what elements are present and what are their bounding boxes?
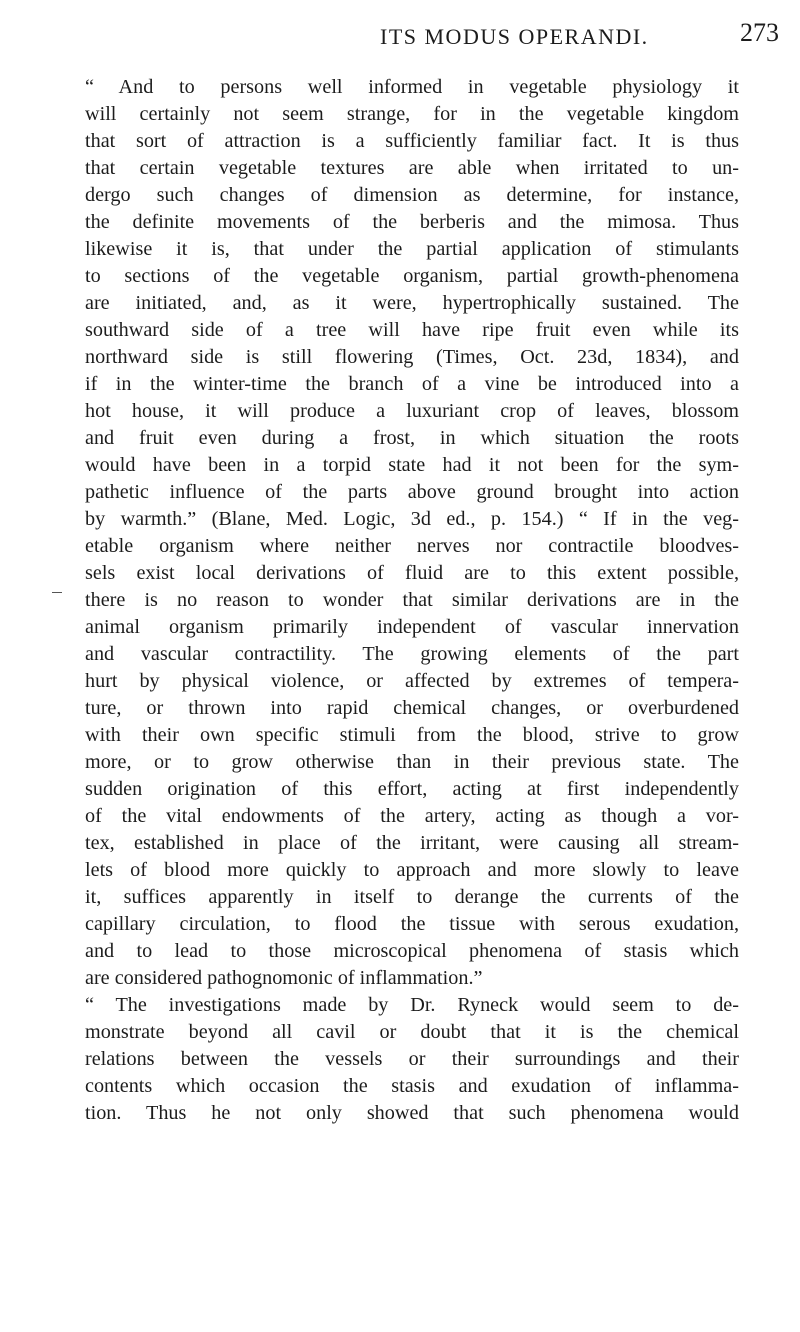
text-line: with their own specific stimuli from the blood, strive to grow xyxy=(85,724,739,746)
text-line: southward side of a tree will have ripe fruit even while its xyxy=(85,319,739,341)
text-line: that certain vegetable textures are able when irritated to un- xyxy=(85,157,739,179)
text-line: lets of blood more quickly to approach and more slowly to leave xyxy=(85,859,739,881)
text-line: animal organism primarily independent of vascular innervation xyxy=(85,616,739,638)
text-line: ture, or thrown into rapid chemical changes, or overburdened xyxy=(85,697,739,719)
text-line: and fruit even during a frost, in which situation the roots xyxy=(85,427,739,449)
text-line: “ The investigations made by Dr. Ryneck would seem to de- xyxy=(85,994,739,1016)
running-head: ITS MODUS OPERANDI. xyxy=(380,24,649,49)
page-number: 273 xyxy=(740,18,779,47)
text-line: are initiated, and, as it were, hypertrophically sustained. The xyxy=(85,292,739,314)
text-line: of the vital endowments of the artery, acting as though a vor- xyxy=(85,805,739,827)
text-line: sels exist local derivations of fluid are to this extent possible, xyxy=(85,562,739,584)
text-line: capillary circulation, to flood the tissue with serous exudation, xyxy=(85,913,739,935)
text-line: “ And to persons well informed in vegetable physiology it xyxy=(85,76,739,98)
text-line: tex, established in place of the irritant, were causing all stream- xyxy=(85,832,739,854)
text-line: to sections of the vegetable organism, partial growth-phenomena xyxy=(85,265,739,287)
text-line: are considered pathognomonic of inflammation.” xyxy=(85,967,483,989)
text-line: that sort of attraction is a sufficiently familiar fact. It is thus xyxy=(85,130,739,152)
text-line: there is no reason to wonder that similar derivations are in the xyxy=(85,589,739,611)
text-line: dergo such changes of dimension as determine, for instance, xyxy=(85,184,739,206)
text-line: will certainly not seem strange, for in the vegetable kingdom xyxy=(85,103,739,125)
text-line: contents which occasion the stasis and exudation of inflamma- xyxy=(85,1075,739,1097)
margin-mark xyxy=(52,592,62,593)
text-line: more, or to grow otherwise than in their previous state. The xyxy=(85,751,739,773)
text-line: etable organism where neither nerves nor contractile bloodves- xyxy=(85,535,739,557)
text-line: relations between the vessels or their surroundings and their xyxy=(85,1048,739,1070)
text-line: likewise it is, that under the partial application of stimulants xyxy=(85,238,739,260)
text-line: hot house, it will produce a luxuriant crop of leaves, blossom xyxy=(85,400,739,422)
text-line: and vascular contractility. The growing elements of the part xyxy=(85,643,739,665)
text-line: and to lead to those microscopical phenomena of stasis which xyxy=(85,940,739,962)
text-line: tion. Thus he not only showed that such phenomena would xyxy=(85,1102,739,1124)
text-line: northward side is still flowering (Times, Oct. 23d, 1834), and xyxy=(85,346,739,368)
text-line: pathetic influence of the parts above ground brought into action xyxy=(85,481,739,503)
text-line: the definite movements of the berberis and the mimosa. Thus xyxy=(85,211,739,233)
text-line: if in the winter-time the branch of a vine be introduced into a xyxy=(85,373,739,395)
text-line: monstrate beyond all cavil or doubt that it is the chemical xyxy=(85,1021,739,1043)
text-line: sudden origination of this effort, acting at first independently xyxy=(85,778,739,800)
text-line: would have been in a torpid state had it not been for the sym- xyxy=(85,454,739,476)
text-line: it, suffices apparently in itself to derange the currents of the xyxy=(85,886,739,908)
text-line: by warmth.” (Blane, Med. Logic, 3d ed., p. 154.) “ If in the veg- xyxy=(85,508,739,530)
text-line: hurt by physical violence, or affected by extremes of tempera- xyxy=(85,670,739,692)
